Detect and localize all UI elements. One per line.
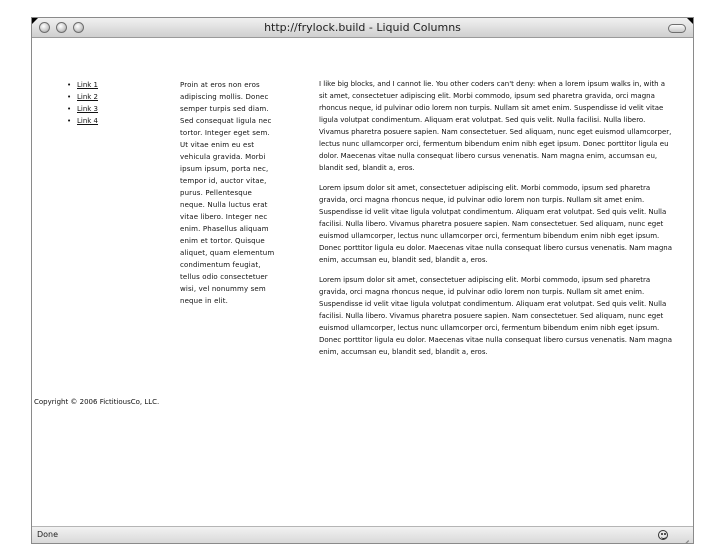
smiley-icon [658, 530, 668, 540]
nav-link-item [67, 91, 98, 103]
toolbar-toggle-button[interactable] [668, 24, 686, 33]
browser-window [31, 17, 694, 544]
status-bar [32, 526, 693, 543]
main-paragraph-3: Lorem ipsum dolor sit amet, consectetuer adipiscing elit. Morbi commodo, ipsum sed pharetra gravida, orci magna rhoncus neque, id pulvinar odio lorem non turpis. Nullam sit amet enim. Suspendisse id velit vitae ligula volutpat condimentum. Aliquam erat volutpat. Sed quis velit. Nulla facilisi. Nulla libero. Vivamus pharetra posuere sapien. Nam consectetuer. Sed aliquam, nunc eget euismod ullamcorper, lectus nunc ullamcorper orci, fermentum bibendum enim nibh eget ipsum. Donec porttitor ligula eu dolor. Maecenas vitae nulla consequat libero cursus venenatis. Nam magna enim, accumsan eu, blandit sed, blandit a, eros. [319, 276, 673, 356]
copyright-footer: Copyright © 2006 FictitiousCo, LLC. [34, 398, 160, 406]
nav-link-1[interactable]: Link 1 [77, 81, 99, 89]
main-paragraph-1: I like big blocks, and I cannot lie. You other coders can't deny: when a lorem ipsum walks in, with a sit amet, consectetuer adipiscing elit. Morbi commodo, ipsum sed pharetra gravida, orci magna rhoncus neque, id pulvinar odio lorem non turpis. Nullam sit amet enim. Suspendisse id velit vitae ligula volutpat condimentum. Aliquam erat volutpat. Sed quis velit. Nulla facilisi. Nulla libero. Vivamus pharetra posuere sapien. Nam consectetuer. Sed aliquam, nunc eget euismod ullamcorper, lectus nunc ullamcorper orci, fermentum bibendum enim nibh eget ipsum. Donec porttitor ligula eu dolor. Maecenas vitae nulla consequat libero cursus venenatis. Nam magna enim, accumsan eu, blandit sed, blandit a, eros. [319, 80, 672, 172]
status-text: Done [37, 530, 59, 539]
window-title: http://frylock.build - Liquid Columns [264, 21, 461, 34]
nav-link-4[interactable]: Link 4 [77, 117, 99, 125]
nav-link-item [67, 115, 98, 127]
resize-grip-icon[interactable] [679, 531, 689, 541]
title-bar[interactable] [32, 18, 693, 38]
nav-link-item [67, 103, 98, 115]
nav-links-list [67, 79, 98, 127]
main-column [319, 78, 675, 366]
nav-link-item [67, 79, 98, 91]
main-paragraph-2: Lorem ipsum dolor sit amet, consectetuer adipiscing elit. Morbi commodo, ipsum sed pharetra gravida, orci magna rhoncus neque, id pulvinar odio lorem non turpis. Nullam sit amet enim. Suspendisse id velit vitae ligula volutpat condimentum. Aliquam erat volutpat. Sed quis velit. Nulla facilisi. Nulla libero. Vivamus pharetra posuere sapien. Nam consectetuer. Sed aliquam, nunc eget euismod ullamcorper, lectus nunc ullamcorper orci, fermentum bibendum enim nibh eget ipsum. Donec porttitor ligula eu dolor. Maecenas vitae nulla consequat libero cursus venenatis. Nam magna enim, accumsan eu, blandit sed, blandit a, eros. [319, 184, 673, 264]
page-content [32, 38, 693, 527]
middle-column-text: Proin at eros non eros adipiscing mollis. Donec semper turpis sed diam. Sed consequat ligula nec tortor. Integer eget sem. Ut vitae enim eu est vehicula gravida. Morbi ipsum ipsum, porta nec, tempor id, auctor vitae, purus. Pellentesque neque. Nulla luctus erat vitae libero. Integer nec enim. Phasellus aliquam enim et tortor. Quisque aliquet, quam elementum condimentum feugiat, tellus odio consectetuer wisi, vel nonummy sem neque in elit. [180, 81, 275, 305]
nav-link-2[interactable]: Link 2 [77, 93, 99, 101]
nav-link-3[interactable]: Link 3 [77, 105, 99, 113]
